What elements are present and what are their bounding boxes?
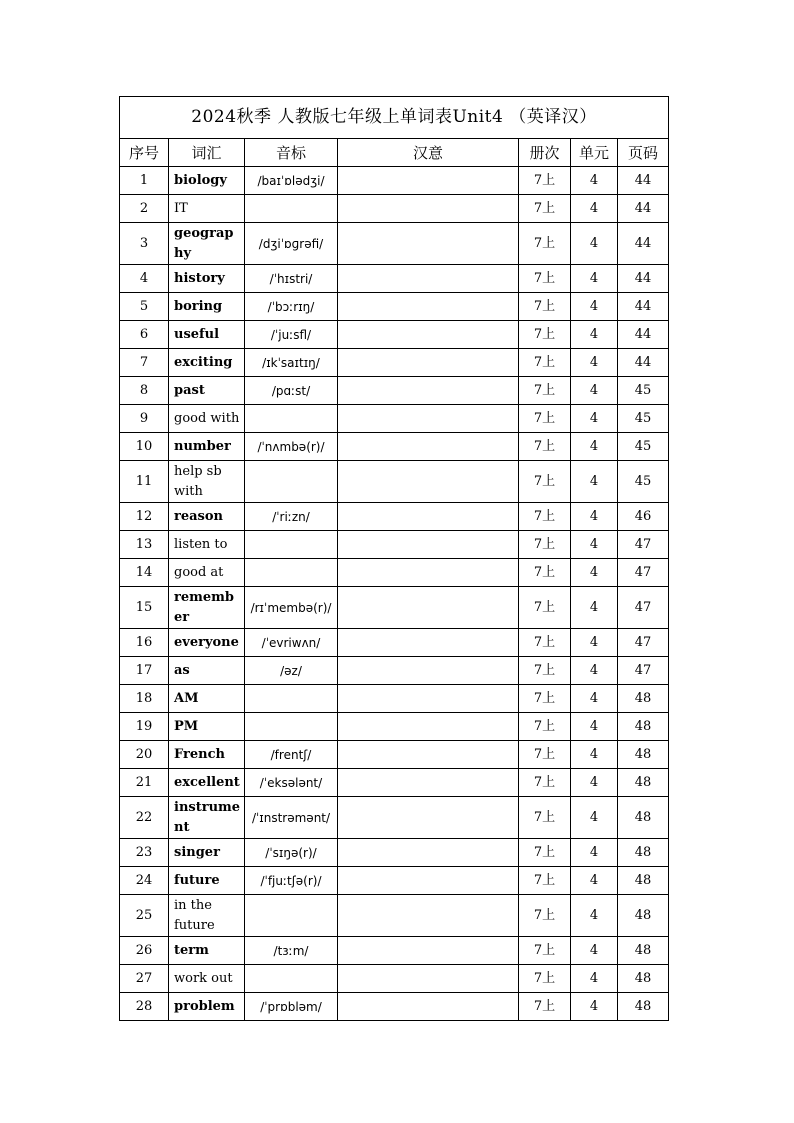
book-cell: 7上 <box>519 167 571 195</box>
table-row <box>120 685 669 713</box>
phonetic-cell: /frentʃ/ <box>245 741 338 769</box>
phonetic-cell <box>245 195 338 223</box>
col-header-number: 序号 <box>120 139 169 167</box>
unit-cell: 4 <box>571 993 618 1021</box>
row-number: 9 <box>120 405 169 433</box>
table-row <box>120 461 669 503</box>
meaning-cell[interactable] <box>338 223 519 265</box>
page-cell: 47 <box>618 531 669 559</box>
book-cell: 7上 <box>519 965 571 993</box>
table-row <box>120 895 669 937</box>
row-number: 19 <box>120 713 169 741</box>
meaning-cell[interactable] <box>338 867 519 895</box>
meaning-cell[interactable] <box>338 503 519 531</box>
phonetic-cell <box>245 685 338 713</box>
book-cell: 7上 <box>519 377 571 405</box>
page-cell: 47 <box>618 559 669 587</box>
unit-cell: 4 <box>571 559 618 587</box>
unit-cell: 4 <box>571 265 618 293</box>
header-row <box>120 139 669 167</box>
table-row <box>120 195 669 223</box>
word-cell: work out <box>169 965 245 993</box>
row-number: 24 <box>120 867 169 895</box>
book-cell: 7上 <box>519 993 571 1021</box>
word-cell: useful <box>169 321 245 349</box>
phonetic-cell: /ˈbɔːrɪŋ/ <box>245 293 338 321</box>
phonetic-cell <box>245 713 338 741</box>
book-cell: 7上 <box>519 503 571 531</box>
meaning-cell[interactable] <box>338 461 519 503</box>
word-cell: as <box>169 657 245 685</box>
phonetic-cell <box>245 559 338 587</box>
page-cell: 45 <box>618 461 669 503</box>
book-cell: 7上 <box>519 629 571 657</box>
row-number: 25 <box>120 895 169 937</box>
row-number: 22 <box>120 797 169 839</box>
unit-cell: 4 <box>571 433 618 461</box>
unit-cell: 4 <box>571 587 618 629</box>
page-cell: 48 <box>618 993 669 1021</box>
phonetic-cell: /dʒiˈɒɡrəfi/ <box>245 223 338 265</box>
word-cell: AM <box>169 685 245 713</box>
book-cell: 7上 <box>519 741 571 769</box>
phonetic-cell: /pɑːst/ <box>245 377 338 405</box>
phonetic-cell: /ˈnʌmbə(r)/ <box>245 433 338 461</box>
unit-cell: 4 <box>571 769 618 797</box>
page-cell: 48 <box>618 713 669 741</box>
meaning-cell[interactable] <box>338 713 519 741</box>
page-cell: 44 <box>618 167 669 195</box>
word-cell: everyone <box>169 629 245 657</box>
meaning-cell[interactable] <box>338 433 519 461</box>
meaning-cell[interactable] <box>338 629 519 657</box>
word-cell: problem <box>169 993 245 1021</box>
page-cell: 47 <box>618 657 669 685</box>
phonetic-cell: /ˈprɒbləm/ <box>245 993 338 1021</box>
col-header-word: 词汇 <box>169 139 245 167</box>
table-row <box>120 629 669 657</box>
book-cell: 7上 <box>519 433 571 461</box>
unit-cell: 4 <box>571 293 618 321</box>
meaning-cell[interactable] <box>338 587 519 629</box>
page-cell: 45 <box>618 433 669 461</box>
table-row <box>120 223 669 265</box>
page-cell: 44 <box>618 293 669 321</box>
unit-cell: 4 <box>571 685 618 713</box>
page-cell: 44 <box>618 195 669 223</box>
page-cell: 47 <box>618 587 669 629</box>
table-row <box>120 377 669 405</box>
meaning-cell[interactable] <box>338 321 519 349</box>
book-cell: 7上 <box>519 531 571 559</box>
table-row <box>120 503 669 531</box>
meaning-cell[interactable] <box>338 167 519 195</box>
unit-cell: 4 <box>571 839 618 867</box>
table-row <box>120 321 669 349</box>
row-number: 10 <box>120 433 169 461</box>
table-row <box>120 265 669 293</box>
col-header-unit: 单元 <box>571 139 618 167</box>
page-cell: 44 <box>618 321 669 349</box>
meaning-cell[interactable] <box>338 741 519 769</box>
page-cell: 46 <box>618 503 669 531</box>
table-row <box>120 433 669 461</box>
row-number: 18 <box>120 685 169 713</box>
row-number: 3 <box>120 223 169 265</box>
book-cell: 7上 <box>519 769 571 797</box>
row-number: 8 <box>120 377 169 405</box>
phonetic-cell <box>245 965 338 993</box>
row-number: 26 <box>120 937 169 965</box>
table-row <box>120 587 669 629</box>
vocabulary-table <box>119 96 669 1021</box>
page-cell: 48 <box>618 741 669 769</box>
unit-cell: 4 <box>571 797 618 839</box>
phonetic-cell <box>245 531 338 559</box>
unit-cell: 4 <box>571 531 618 559</box>
phonetic-cell: /ˈjuːsfl/ <box>245 321 338 349</box>
word-cell: good at <box>169 559 245 587</box>
book-cell: 7上 <box>519 587 571 629</box>
unit-cell: 4 <box>571 195 618 223</box>
unit-cell: 4 <box>571 657 618 685</box>
word-cell: number <box>169 433 245 461</box>
unit-cell: 4 <box>571 965 618 993</box>
row-number: 21 <box>120 769 169 797</box>
word-cell: past <box>169 377 245 405</box>
word-cell: excellent <box>169 769 245 797</box>
word-cell: exciting <box>169 349 245 377</box>
unit-cell: 4 <box>571 741 618 769</box>
phonetic-cell: /ˈɪnstrəmənt/ <box>245 797 338 839</box>
table-row <box>120 769 669 797</box>
meaning-cell[interactable] <box>338 965 519 993</box>
meaning-cell[interactable] <box>338 685 519 713</box>
meaning-cell[interactable] <box>338 839 519 867</box>
word-cell: remember <box>169 587 245 629</box>
table-row <box>120 937 669 965</box>
book-cell: 7上 <box>519 223 571 265</box>
table-row <box>120 839 669 867</box>
table-row <box>120 657 669 685</box>
unit-cell: 4 <box>571 405 618 433</box>
unit-cell: 4 <box>571 167 618 195</box>
book-cell: 7上 <box>519 405 571 433</box>
col-header-book: 册次 <box>519 139 571 167</box>
table-row <box>120 293 669 321</box>
unit-cell: 4 <box>571 503 618 531</box>
page-cell: 48 <box>618 867 669 895</box>
word-cell: help sb with <box>169 461 245 503</box>
row-number: 12 <box>120 503 169 531</box>
phonetic-cell: /rɪˈmembə(r)/ <box>245 587 338 629</box>
row-number: 23 <box>120 839 169 867</box>
row-number: 2 <box>120 195 169 223</box>
meaning-cell[interactable] <box>338 797 519 839</box>
meaning-cell[interactable] <box>338 769 519 797</box>
unit-cell: 4 <box>571 937 618 965</box>
row-number: 27 <box>120 965 169 993</box>
word-cell: reason <box>169 503 245 531</box>
table-row <box>120 713 669 741</box>
page-cell: 48 <box>618 965 669 993</box>
page-cell: 48 <box>618 769 669 797</box>
unit-cell: 4 <box>571 377 618 405</box>
book-cell: 7上 <box>519 839 571 867</box>
page-cell: 44 <box>618 349 669 377</box>
book-cell: 7上 <box>519 559 571 587</box>
table-row <box>120 349 669 377</box>
meaning-cell[interactable] <box>338 657 519 685</box>
meaning-cell[interactable] <box>338 265 519 293</box>
row-number: 6 <box>120 321 169 349</box>
word-cell: in the future <box>169 895 245 937</box>
table-row <box>120 741 669 769</box>
book-cell: 7上 <box>519 657 571 685</box>
book-cell: 7上 <box>519 937 571 965</box>
meaning-cell[interactable] <box>338 993 519 1021</box>
phonetic-cell: /baɪˈɒlədʒi/ <box>245 167 338 195</box>
phonetic-cell: /tɜːm/ <box>245 937 338 965</box>
word-cell: biology <box>169 167 245 195</box>
unit-cell: 4 <box>571 629 618 657</box>
book-cell: 7上 <box>519 293 571 321</box>
table-row <box>120 993 669 1021</box>
word-cell: IT <box>169 195 245 223</box>
row-number: 15 <box>120 587 169 629</box>
row-number: 14 <box>120 559 169 587</box>
row-number: 5 <box>120 293 169 321</box>
phonetic-cell: /ɪkˈsaɪtɪŋ/ <box>245 349 338 377</box>
phonetic-cell: /ˈsɪŋə(r)/ <box>245 839 338 867</box>
meaning-cell[interactable] <box>338 559 519 587</box>
table-row <box>120 559 669 587</box>
book-cell: 7上 <box>519 321 571 349</box>
unit-cell: 4 <box>571 713 618 741</box>
book-cell: 7上 <box>519 713 571 741</box>
phonetic-cell: /ˈriːzn/ <box>245 503 338 531</box>
word-cell: term <box>169 937 245 965</box>
word-cell: listen to <box>169 531 245 559</box>
unit-cell: 4 <box>571 321 618 349</box>
phonetic-cell: /ˈfjuːtʃə(r)/ <box>245 867 338 895</box>
row-number: 4 <box>120 265 169 293</box>
phonetic-cell: /ˈevriwʌn/ <box>245 629 338 657</box>
word-cell: singer <box>169 839 245 867</box>
page-cell: 45 <box>618 405 669 433</box>
page-cell: 45 <box>618 377 669 405</box>
word-cell: PM <box>169 713 245 741</box>
word-cell: boring <box>169 293 245 321</box>
meaning-cell[interactable] <box>338 195 519 223</box>
phonetic-cell <box>245 895 338 937</box>
phonetic-cell: /ˈhɪstri/ <box>245 265 338 293</box>
table-row <box>120 531 669 559</box>
page-cell: 48 <box>618 839 669 867</box>
meaning-cell[interactable] <box>338 377 519 405</box>
row-number: 13 <box>120 531 169 559</box>
row-number: 20 <box>120 741 169 769</box>
table-title: 2024秋季 人教版七年级上单词表Unit4 （英译汉） <box>119 96 669 138</box>
meaning-cell[interactable] <box>338 349 519 377</box>
page-cell: 48 <box>618 895 669 937</box>
phonetic-cell <box>245 405 338 433</box>
page-cell: 44 <box>618 223 669 265</box>
table-row <box>120 167 669 195</box>
row-number: 11 <box>120 461 169 503</box>
col-header-page: 页码 <box>618 139 669 167</box>
word-cell: future <box>169 867 245 895</box>
word-cell: history <box>169 265 245 293</box>
word-cell: geography <box>169 223 245 265</box>
phonetic-cell: /əz/ <box>245 657 338 685</box>
meaning-cell[interactable] <box>338 937 519 965</box>
col-header-phonetic: 音标 <box>245 139 338 167</box>
phonetic-cell <box>245 461 338 503</box>
page-cell: 44 <box>618 265 669 293</box>
book-cell: 7上 <box>519 867 571 895</box>
book-cell: 7上 <box>519 265 571 293</box>
book-cell: 7上 <box>519 895 571 937</box>
table-row <box>120 965 669 993</box>
unit-cell: 4 <box>571 461 618 503</box>
unit-cell: 4 <box>571 895 618 937</box>
table-row <box>120 797 669 839</box>
page-cell: 47 <box>618 629 669 657</box>
row-number: 7 <box>120 349 169 377</box>
meaning-cell[interactable] <box>338 405 519 433</box>
row-number: 16 <box>120 629 169 657</box>
row-number: 28 <box>120 993 169 1021</box>
meaning-cell[interactable] <box>338 531 519 559</box>
col-header-meaning: 汉意 <box>338 139 519 167</box>
meaning-cell[interactable] <box>338 293 519 321</box>
book-cell: 7上 <box>519 461 571 503</box>
word-cell: good with <box>169 405 245 433</box>
row-number: 17 <box>120 657 169 685</box>
book-cell: 7上 <box>519 349 571 377</box>
page-cell: 48 <box>618 685 669 713</box>
table-row <box>120 867 669 895</box>
unit-cell: 4 <box>571 223 618 265</box>
phonetic-cell: /ˈeksələnt/ <box>245 769 338 797</box>
book-cell: 7上 <box>519 797 571 839</box>
row-number: 1 <box>120 167 169 195</box>
book-cell: 7上 <box>519 685 571 713</box>
word-cell: instrument <box>169 797 245 839</box>
word-cell: French <box>169 741 245 769</box>
meaning-cell[interactable] <box>338 895 519 937</box>
unit-cell: 4 <box>571 349 618 377</box>
unit-cell: 4 <box>571 867 618 895</box>
page-cell: 48 <box>618 937 669 965</box>
page-cell: 48 <box>618 797 669 839</box>
table-row <box>120 405 669 433</box>
book-cell: 7上 <box>519 195 571 223</box>
